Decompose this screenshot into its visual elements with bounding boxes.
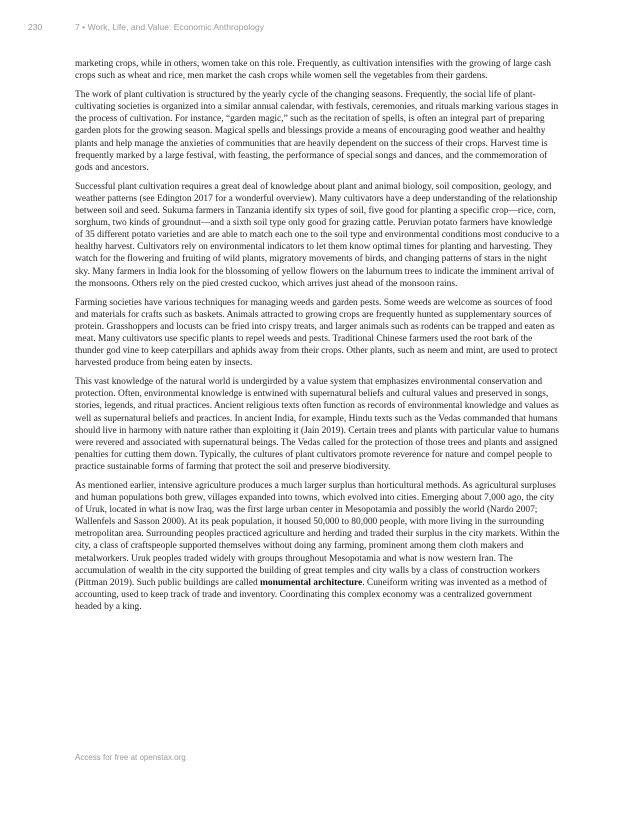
running-title: 7 • Work, Life, and Value: Economic Anthropology (75, 22, 264, 32)
key-term-monumental-architecture: monumental architecture (260, 577, 363, 588)
body-text (75, 58, 560, 620)
footer-access-link[interactable]: Access for free at openstax.org (75, 753, 186, 762)
paragraph-3: Successful plant cultivation requires a great deal of knowledge about plant and animal biology, soil composition, geology, and weather patterns (see Edington 2017 for a wonderful overview). Many cultivators have a deep understanding of the relationship between soil and seed. Sukuma farmers in Tanzania identify six types of soil, five good for planting a specific crop—rice, corn, sorghum, two kinds of groundnut—and a sixth soil type only good for grazing cattle. Peruvian potato farmers have knowledge of 35 different potato varieties and are able to match each one to the soil type and environmental conditions most conducive to a healthy harvest. Cultivators rely on environmental indicators to let them know optimal times for planting and harvesting. They watch for the flowering and fruiting of wild plants, migratory movements of birds, and changing patterns of stars in the night sky. Many farmers in India look for the blossoming of yellow flowers on the laburnum trees to indicate the imminent arrival of the monsoons. Others rely on the pied crested cuckoo, which arrives just ahead of the monsoon rains. (75, 181, 560, 289)
page-number: 230 (28, 22, 43, 32)
paragraph-6 (75, 480, 560, 613)
paragraph-1: marketing crops, while in others, women take on this role. Frequently, as cultivation intensifies with the growing of large cash crops such as wheat and rice, men market the cash crops while women sell the vegetables from their gardens. (75, 59, 551, 82)
paragraph-6-text-end: . Cuneiform writing was invented as a method of accounting, used to keep track of trade and inventory. Coordinating this complex economy was a centralized government headed by a king. (75, 577, 547, 612)
paragraph-4: Farming societies have various techniques for managing weeds and garden pests. Some weeds are welcome as sources of food and materials for crafts such as baskets. Animals attracted to growing crops are frequently hunted as supplementary sources of protein. Grasshoppers and locusts can be fried into crispy treats, and larger animals such as rodents can be trapped and eaten as meat. Many cultivators use specific plants to repel weeds and pests. Traditional Chinese farmers used the root bark of the thunder god vine to keep caterpillars and aphids away from their crops. Other plants, such as neem and mint, are used to protect harvested produce from being eaten by insects. (75, 297, 558, 369)
paragraph-6-text-start: As mentioned earlier, intensive agriculture produces a much larger surplus than horticultural methods. As agricultural surpluses and human populations both grew, villages expanded into towns, which evolved into cities. Emerging about 7,000 ago, the city of Uruk, located in what is now Iraq, was the first large urban center in Mesopotamia and possibly the world (Nardo 2007; Wallenfels and Sasson 2000). At its peak population, it housed 50,000 to 80,000 people, with more living in the surrounding metropolitan area. Surrounding peoples practiced agriculture and herding and traded their surplus in the city markets. Within the city, a class of craftspeople supported themselves without doing any farming, prominent among them cloth makers and metalworkers. Uruk peoples traded widely with groups throughout Mesopotamia and what is now western Iran. The accumulation of wealth in the city supported the building of great temples and city walls by a class of construction workers (Pittman 2019). Such public buildings are called (75, 481, 560, 588)
paragraph-5: This vast knowledge of the natural world is undergirded by a value system that emphasizes environmental conservation and protection. Often, environmental knowledge is entwined with supernatural beliefs and cultural values and preserved in songs, stories, legends, and ritual practices. Ancient religious texts often function as records of environmental knowledge and values as well as supernatural beliefs and practices. In ancient India, for example, Hindu texts such as the Vedas commanded that humans should live in harmony with nature rather than exploiting it (Jain 2019). Certain trees and plants with particular value to humans were revered and associated with supernatural beings. The Vedas called for the protection of those trees and plants and assigned penalties for cutting them down. Typically, the cultures of plant cultivators promote reverence for nature and compel people to practice sustainable forms of farming that protect the soil and preserve biodiversity. (75, 377, 560, 472)
page-header (28, 22, 264, 32)
paragraph-2: The work of plant cultivation is structured by the yearly cycle of the changing seasons. Frequently, the social life of plant-cultivating societies is organized into a similar annual calendar, with festivals, ceremonies, and rituals marking various stages in the process of cultivation. For instance, “garden magic,” such as the recitation of spells, is often an integral part of preparing garden plots for the growing season. Magical spells and blessings provide a means of encouraging good weather and healthy plants and help manage the anxieties of communities that are heavily dependent on the success of their crops. Harvest time is frequently marked by a large festival, with feasting, the performance of special songs and dances, and the commemoration of gods and ancestors. (75, 90, 559, 173)
